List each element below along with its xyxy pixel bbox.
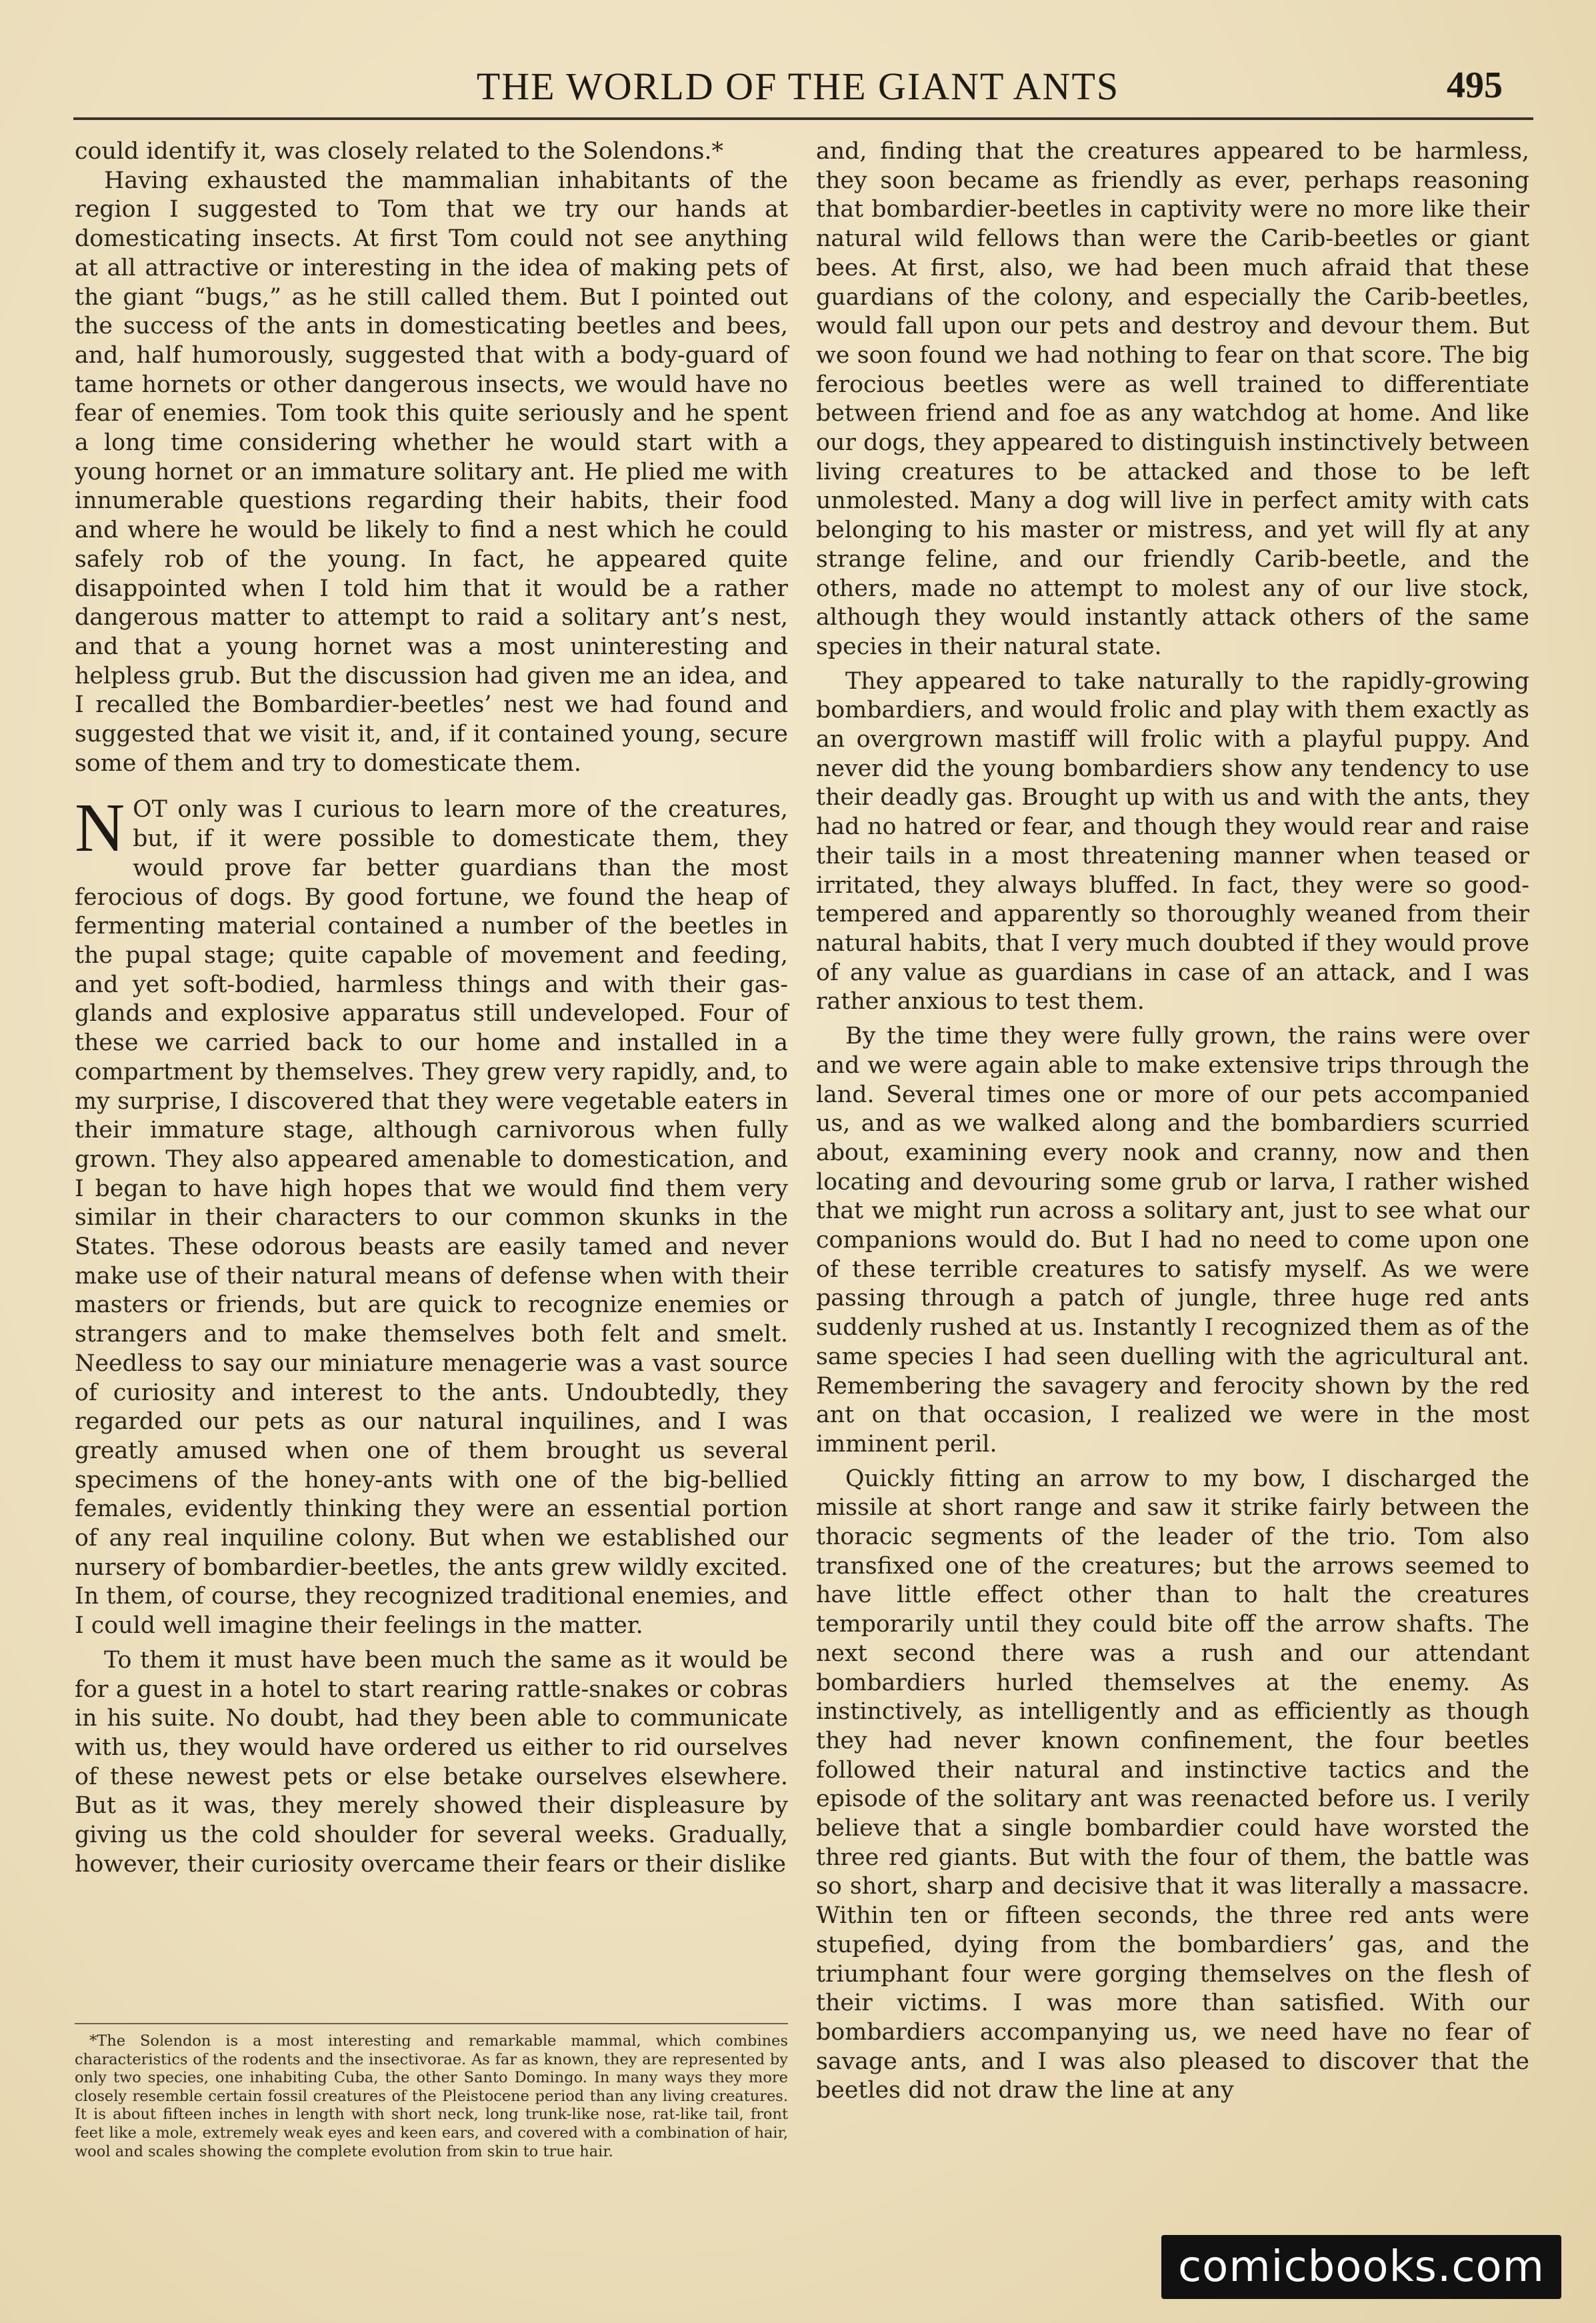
drop-cap: N	[75, 789, 125, 867]
footnote	[75, 2023, 788, 2161]
site-watermark: comicbooks.com	[1161, 2235, 1561, 2299]
paragraph: They appeared to take naturally to the rapidly-growing bombardiers, and would frolic and play with them exactly as an overgrown mastiff will frolic with a playful puppy. And never did the young bombardiers show any tendency to use their deadly gas. Brought up with us and with the ants, they had no hatred or fear, and though they would rear and raise their tails in a most threatening manner when teased or irritated, they always bluffed. In fact, they were so good-tempered and apparently so thoroughly weaned from their natural habits, that I very much doubted if they would prove of any value as guardians in case of an attack, and I was rather anxious to test them.	[816, 667, 1529, 1015]
header-rule	[73, 117, 1533, 120]
paragraph: To them it must have been much the same as it would be for a guest in a hotel to start rearing rattle-snakes or cobras in his suite. No doubt, had they been able to communicate with us, they would have ordered us either to rid ourselves of these newest pets or else betake ourselves elsewhere. But as it was, they merely showed their displeasure by giving us the cold shoulder for several weeks. Gradually, however, their curiosity overcame their fears or their dislike	[75, 1646, 788, 1878]
paragraph: and, finding that the creatures appeared to be harmless, they soon became as friendly as ever, perhaps reasoning that bombardier-beetles in captivity were no more like their natural wild fellows than were the Carib-beetles or giant bees. At first, also, we had been much afraid that these guardians of the colony, and especially the Carib-beetles, would fall upon our pets and destroy and devour them. But we soon found we had nothing to fear on that score. The big ferocious beetles were as well trained to differentiate between friend and foe as any watchdog at home. And like our dogs, they appeared to distinguish instinctively between living creatures to be attacked and those to be left unmolested. Many a dog will live in perfect amity with cats belonging to his master or mistress, and yet will fly at any strange feline, and our friendly Carib-beetle, and the others, made no attempt to molest any of our live stock, although they would instantly attack others of the same species in their natural state.	[816, 138, 1529, 660]
paragraph-with-drop-cap	[75, 789, 788, 1640]
paragraph: could identify it, was closely related to the Solendons.*	[75, 138, 723, 165]
paragraph: Having exhausted the mammalian inhabitants of the region I suggested to Tom that we try our hands at domesticating insects. At first Tom could not see anything at all attractive or interesting in the idea of making pets of the giant “bugs,” as he still called them. But I pointed out the success of the ants in domesticating beetles and bees, and, half humorously, suggested that with a body-guard of tame hornets or other dangerous insects, we would have no fear of enemies. Tom took this quite seriously and he spent a long time considering whether he would start with a young hornet or an immature solitary ant. He plied me with innumerable questions regarding their habits, their food and where he would be likely to find a nest which he could safely rob of the young. In fact, he appeared quite disappointed when I told him that it would be a rather dangerous matter to attempt to raid a solitary ant’s nest, and that a young hornet was a most uninteresting and helpless grub. But the discussion had given me an idea, and I recalled the Bombardier-beetles’ nest we had found and suggested that we visit it, and, if it contained young, secure some of them and try to domesticate them.	[75, 167, 788, 777]
running-title: THE WORLD OF THE GIANT ANTS	[476, 65, 1120, 108]
footnote-text: *The Solendon is a most interesting and remarkable mammal, which combines characteristics of the rodents and the insectivorae. As far as known, they are represented by only two species, one inhabiting Cuba, the other Santo Domingo. In many ways they more closely resemble certain fossil creatures of the Pleistocene period than any living creatures. It is about fifteen inches in length with short neck, long trunk-like nose, rat-like tail, front feet like a mole, extremely weak eyes and keen ears, and covered with a combination of hair, wool and scales showing the complete evolution from skin to true hair.	[75, 2032, 788, 2160]
page-header	[67, 60, 1529, 113]
paragraph-text: OT only was I curious to learn more of the creatures, but, if it were possible to domesticate them, they would prove far better guardians than the most ferocious of dogs. By good fortune, we found the heap of fermenting material contained a number of the beetles in the pupal stage; quite capable of movement and feeding, and yet soft-bodied, harmless things and with their gas-glands and explosive apparatus still undeveloped. Four of these we carried back to our home and installed in a compartment by themselves. They grew very rapidly, and, to my surprise, I discovered that they were vegetable eaters in their immature stage, although carnivorous when fully grown. They also appeared amenable to domestication, and I began to have high hopes that we would find them very similar in their characters to our common skunks in the States. These odorous beasts are easily tamed and never make use of their natural means of defense when with their masters or friends, but are quick to recognize enemies or strangers and to make themselves both felt and smelt. Needless to say our miniature menagerie was a vast source of curiosity and interest to the ants. Undoubtedly, they regarded our pets as our natural inquilines, and I was greatly amused when one of them brought us several specimens of the honey-ants with one of the big-bellied females, evidently thinking they were an essential portion of any real inquiline colony. But when we established our nursery of bombardier-beetles, the ants grew wildly excited. In them, of course, they recognized traditional enemies, and I could well imagine their feelings in the matter.	[75, 796, 788, 1640]
right-column	[816, 137, 1529, 2106]
left-column	[75, 137, 788, 1879]
paragraph: Quickly fitting an arrow to my bow, I discharged the missile at short range and saw it strike fairly between the thoracic segments of the leader of the trio. Tom also transfixed one of the creatures; but the arrows seemed to have little effect other than to halt the creatures temporarily until they could bite off the arrow shafts. The next second there was a rush and our attendant bombardiers hurled themselves at the enemy. As instinctively, as intelligently and as efficiently as though they had never known confinement, the four beetles followed their natural and instinctive tactics and the episode of the solitary ant was reenacted before us. I verily believe that a single bombardier could have worsted the three red giants. But with the four of them, the battle was so short, sharp and decisive that it was literally a massacre. Within ten or fifteen seconds, the three red ants were stupefied, dying from the bombardiers’ gas, and the triumphant four were gorging themselves on the flesh of their victims. I was more than satisfied. With our bombardiers accompanying us, we need have no fear of savage ants, and I was also pleased to discover that the beetles did not draw the line at any	[816, 1465, 1529, 2104]
paragraph: By the time they were fully grown, the rains were over and we were again able to make extensive trips through the land. Several times one or more of our pets accompanied us, and as we walked along and the bombardiers scurried about, examining every nook and cranny, now and then locating and devouring some grub or larva, I rather wished that we might run across a solitary ant, just to see what our companions would do. But I had no need to come upon one of these terrible creatures to satisfy myself. As we were passing through a patch of jungle, three huge red ants suddenly rushed at us. Instantly I recognized them as of the same species I had seen duelling with the agricultural ant. Remembering the savagery and ferocity shown by the red ant on that occasion, I realized we were in the most imminent peril.	[816, 1023, 1529, 1458]
page-number: 495	[1447, 65, 1503, 106]
